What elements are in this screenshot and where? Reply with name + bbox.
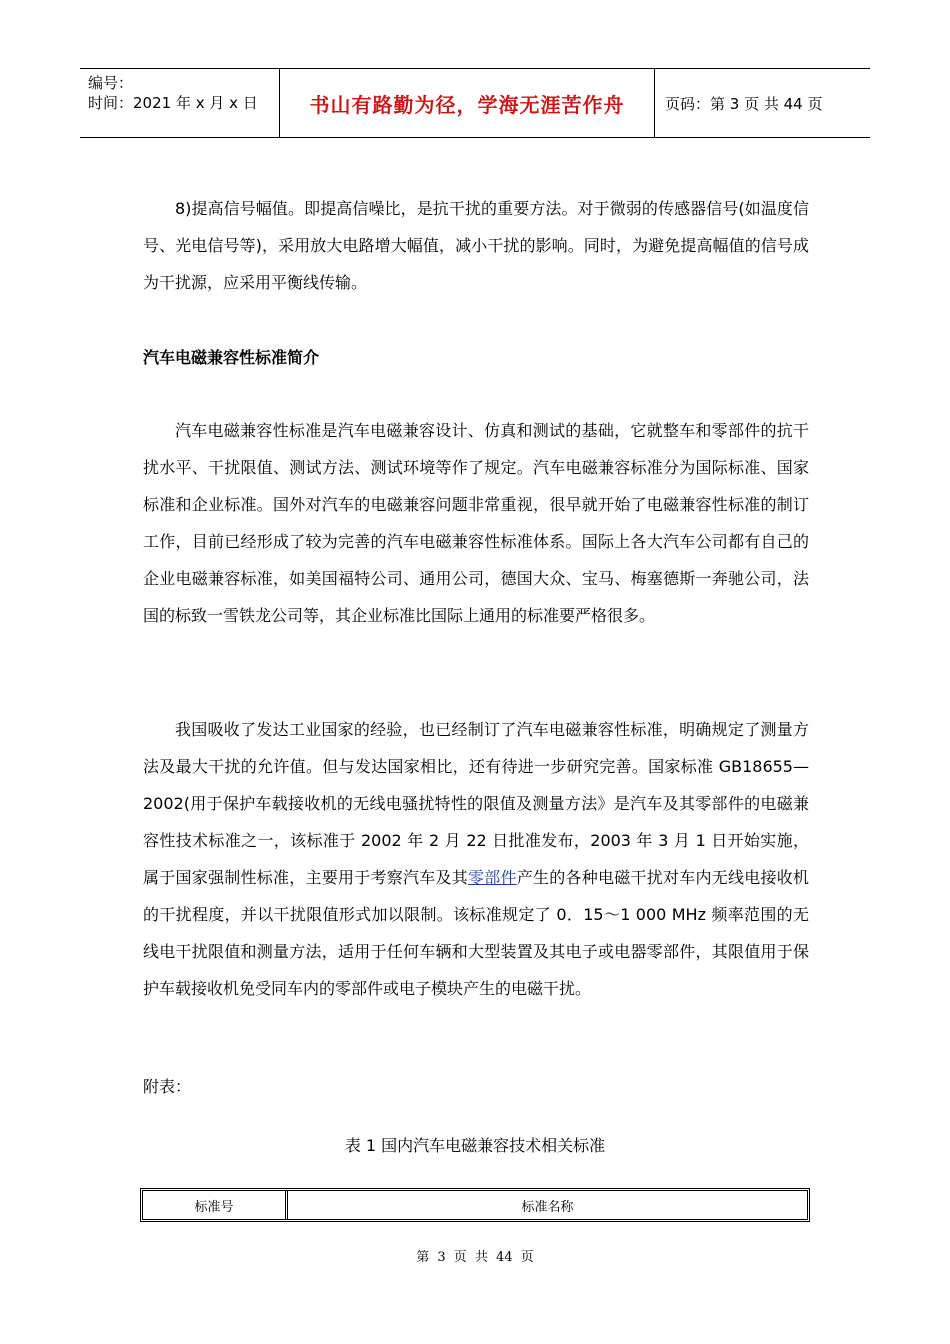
section-heading: 汽车电磁兼容性标准简介 [143,348,320,367]
parts-link[interactable]: 零部件 [467,868,517,887]
paragraph-text-b: 产生的各种电磁干扰对车内无线电接收机的干扰程度，并以干扰限值形式加以限制。该标准规定了 0．15～1 000 MHz 频率范围的无线电干扰限值和测量方法，适用于任何车辆和大型装置及其电子或电器零部件，其限值用于保护车载接收机免受同车内的零部件或电子模块产生的电磁干扰。 [143,868,809,998]
page-footer: 第 3 页 共 44 页 [416,1250,534,1265]
header-page-label: 页码：第 3 页 共 44 页 [665,94,823,113]
page-header [80,68,870,138]
paragraph-national-standard [143,711,809,1007]
standards-table [140,1188,810,1222]
header-motto: 书山有路勤为径，学海无涯苦作舟 [280,69,655,137]
table-header-standard-number: 标准号 [143,1191,288,1219]
paragraph-text-a: 我国吸收了发达工业国家的经验，也已经制订了汽车电磁兼容性标准，明确规定了测量方法及最大干扰的允许值。但与发达国家相比，还有待进一步研究完善。国家标准 GB18655—2002(用于保护车载接收机的无线电骚扰特性的限值及测量方法》是汽车及其零部件的电磁兼容性技术标准之一，该标准于 2002 年 2 月 22 日批准发布，2003 年 3 月 1 日开始实施，属于国家强制性标准，主要用于考察汽车及其 [143,720,809,887]
table-caption: 表 1 国内汽车电磁兼容技术相关标准 [344,1136,606,1155]
header-date-label: 时间：2021 年 x 月 x 日 [88,94,258,112]
header-meta [80,69,280,137]
header-id-label: 编号： [88,74,134,92]
appendix-label: 附表： [143,1077,192,1096]
table-header-standard-name: 标准名称 [521,1199,574,1215]
paragraph-emc-standards: 汽车电磁兼容性标准是汽车电磁兼容设计、仿真和测试的基础，它就整车和零部件的抗干扰水平、干扰限值、测试方法、测试环境等作了规定。汽车电磁兼容标准分为国际标准、国家标准和企业标准。国外对汽车的电磁兼容问题非常重视，很早就开始了电磁兼容性标准的制订工作，目前已经形成了较为完善的汽车电磁兼容性标准体系。国际上各大汽车公司都有自己的企业电磁兼容标准，如美国福特公司、通用公司，德国大众、宝马、梅塞德斯一奔驰公司，法国的标致一雪铁龙公司等，其企业标准比国际上通用的标准要严格很多。 [143,421,809,625]
paragraph-signal-amplitude: 8)提高信号幅值。即提高信噪比，是抗干扰的重要方法。对于微弱的传感器信号(如温度信号、光电信号等)，采用放大电路增大幅值，减小干扰的影响。同时，为避免提高幅值的信号成为干扰源，应采用平衡线传输。 [143,199,809,292]
